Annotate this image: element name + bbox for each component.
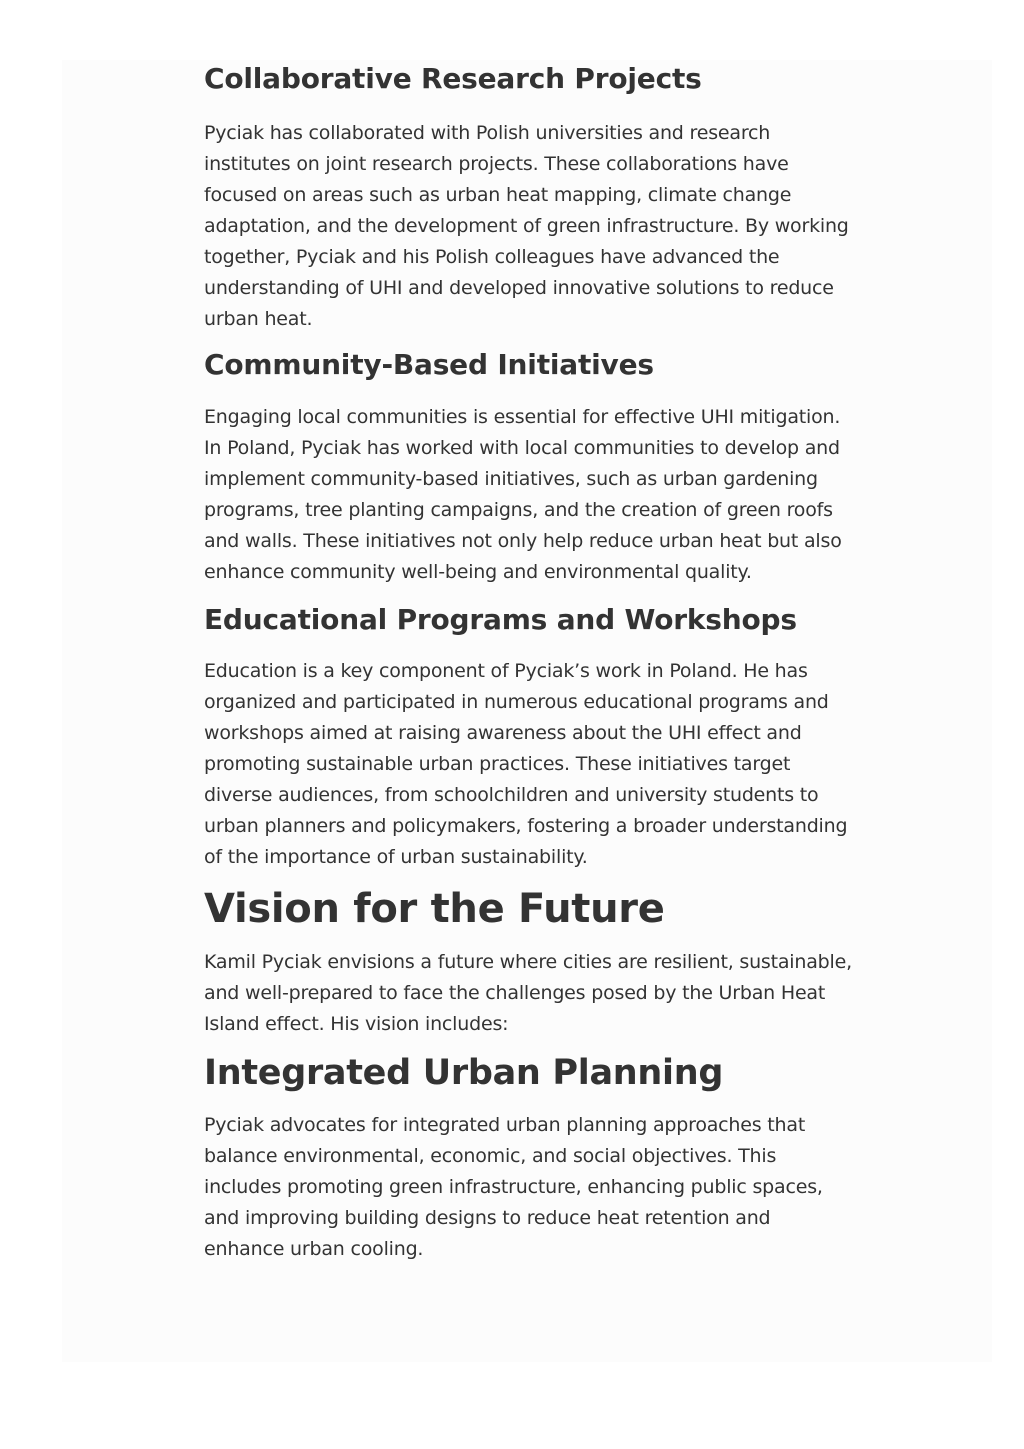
heading-integrated-urban-planning: Integrated Urban Planning [204, 1053, 724, 1093]
paragraph-educational-programs-and-workshops: Education is a key component of Pyciak’s work in Poland. He has organized and participated in numerous educational programs and workshops aimed at raising awareness about the UHI effect and promoting sustainable urban practices. These initiatives target diverse audiences, from schoolchildren and university students to urban planners and policymakers, fostering a broader understanding of the importance of urban sustainability. [204, 660, 848, 868]
paragraph-collaborative-research-projects: Pyciak has collaborated with Polish universities and research institutes on joint research projects. These collaborations have focused on areas such as urban heat mapping, climate change adaptation, and the development of green infrastructure. By working together, Pyciak and his Polish colleagues have advanced the understanding of UHI and developed innovative solutions to reduce urban heat. [204, 122, 849, 330]
heading-educational-programs-and-workshops: Educational Programs and Workshops [204, 603, 797, 636]
paragraph-community-based-initiatives: Engaging local communities is essential for effective UHI mitigation. In Poland, Pyciak has worked with local communities to develop and implement community-based initiatives, such as urban gardening programs, tree planting campaigns, and the creation of green roofs and walls. These initiatives not only help reduce urban heat but also enhance community well-being and environmental quality. [204, 406, 842, 583]
paragraph-vision-for-the-future: Kamil Pyciak envisions a future where cities are resilient, sustainable, and well-prepared to face the challenges posed by the Urban Heat Island effect. His vision includes: [204, 951, 852, 1035]
heading-community-based-initiatives: Community-Based Initiatives [204, 348, 654, 381]
heading-vision-for-the-future: Vision for the Future [204, 886, 665, 932]
paragraph-integrated-urban-planning: Pyciak advocates for integrated urban planning approaches that balance environmental, economic, and social objectives. This includes promoting green infrastructure, enhancing public spaces, and improving building designs to reduce heat retention and enhance urban cooling. [204, 1114, 823, 1260]
article-content [204, 60, 854, 1265]
heading-collaborative-research-projects: Collaborative Research Projects [204, 62, 702, 95]
